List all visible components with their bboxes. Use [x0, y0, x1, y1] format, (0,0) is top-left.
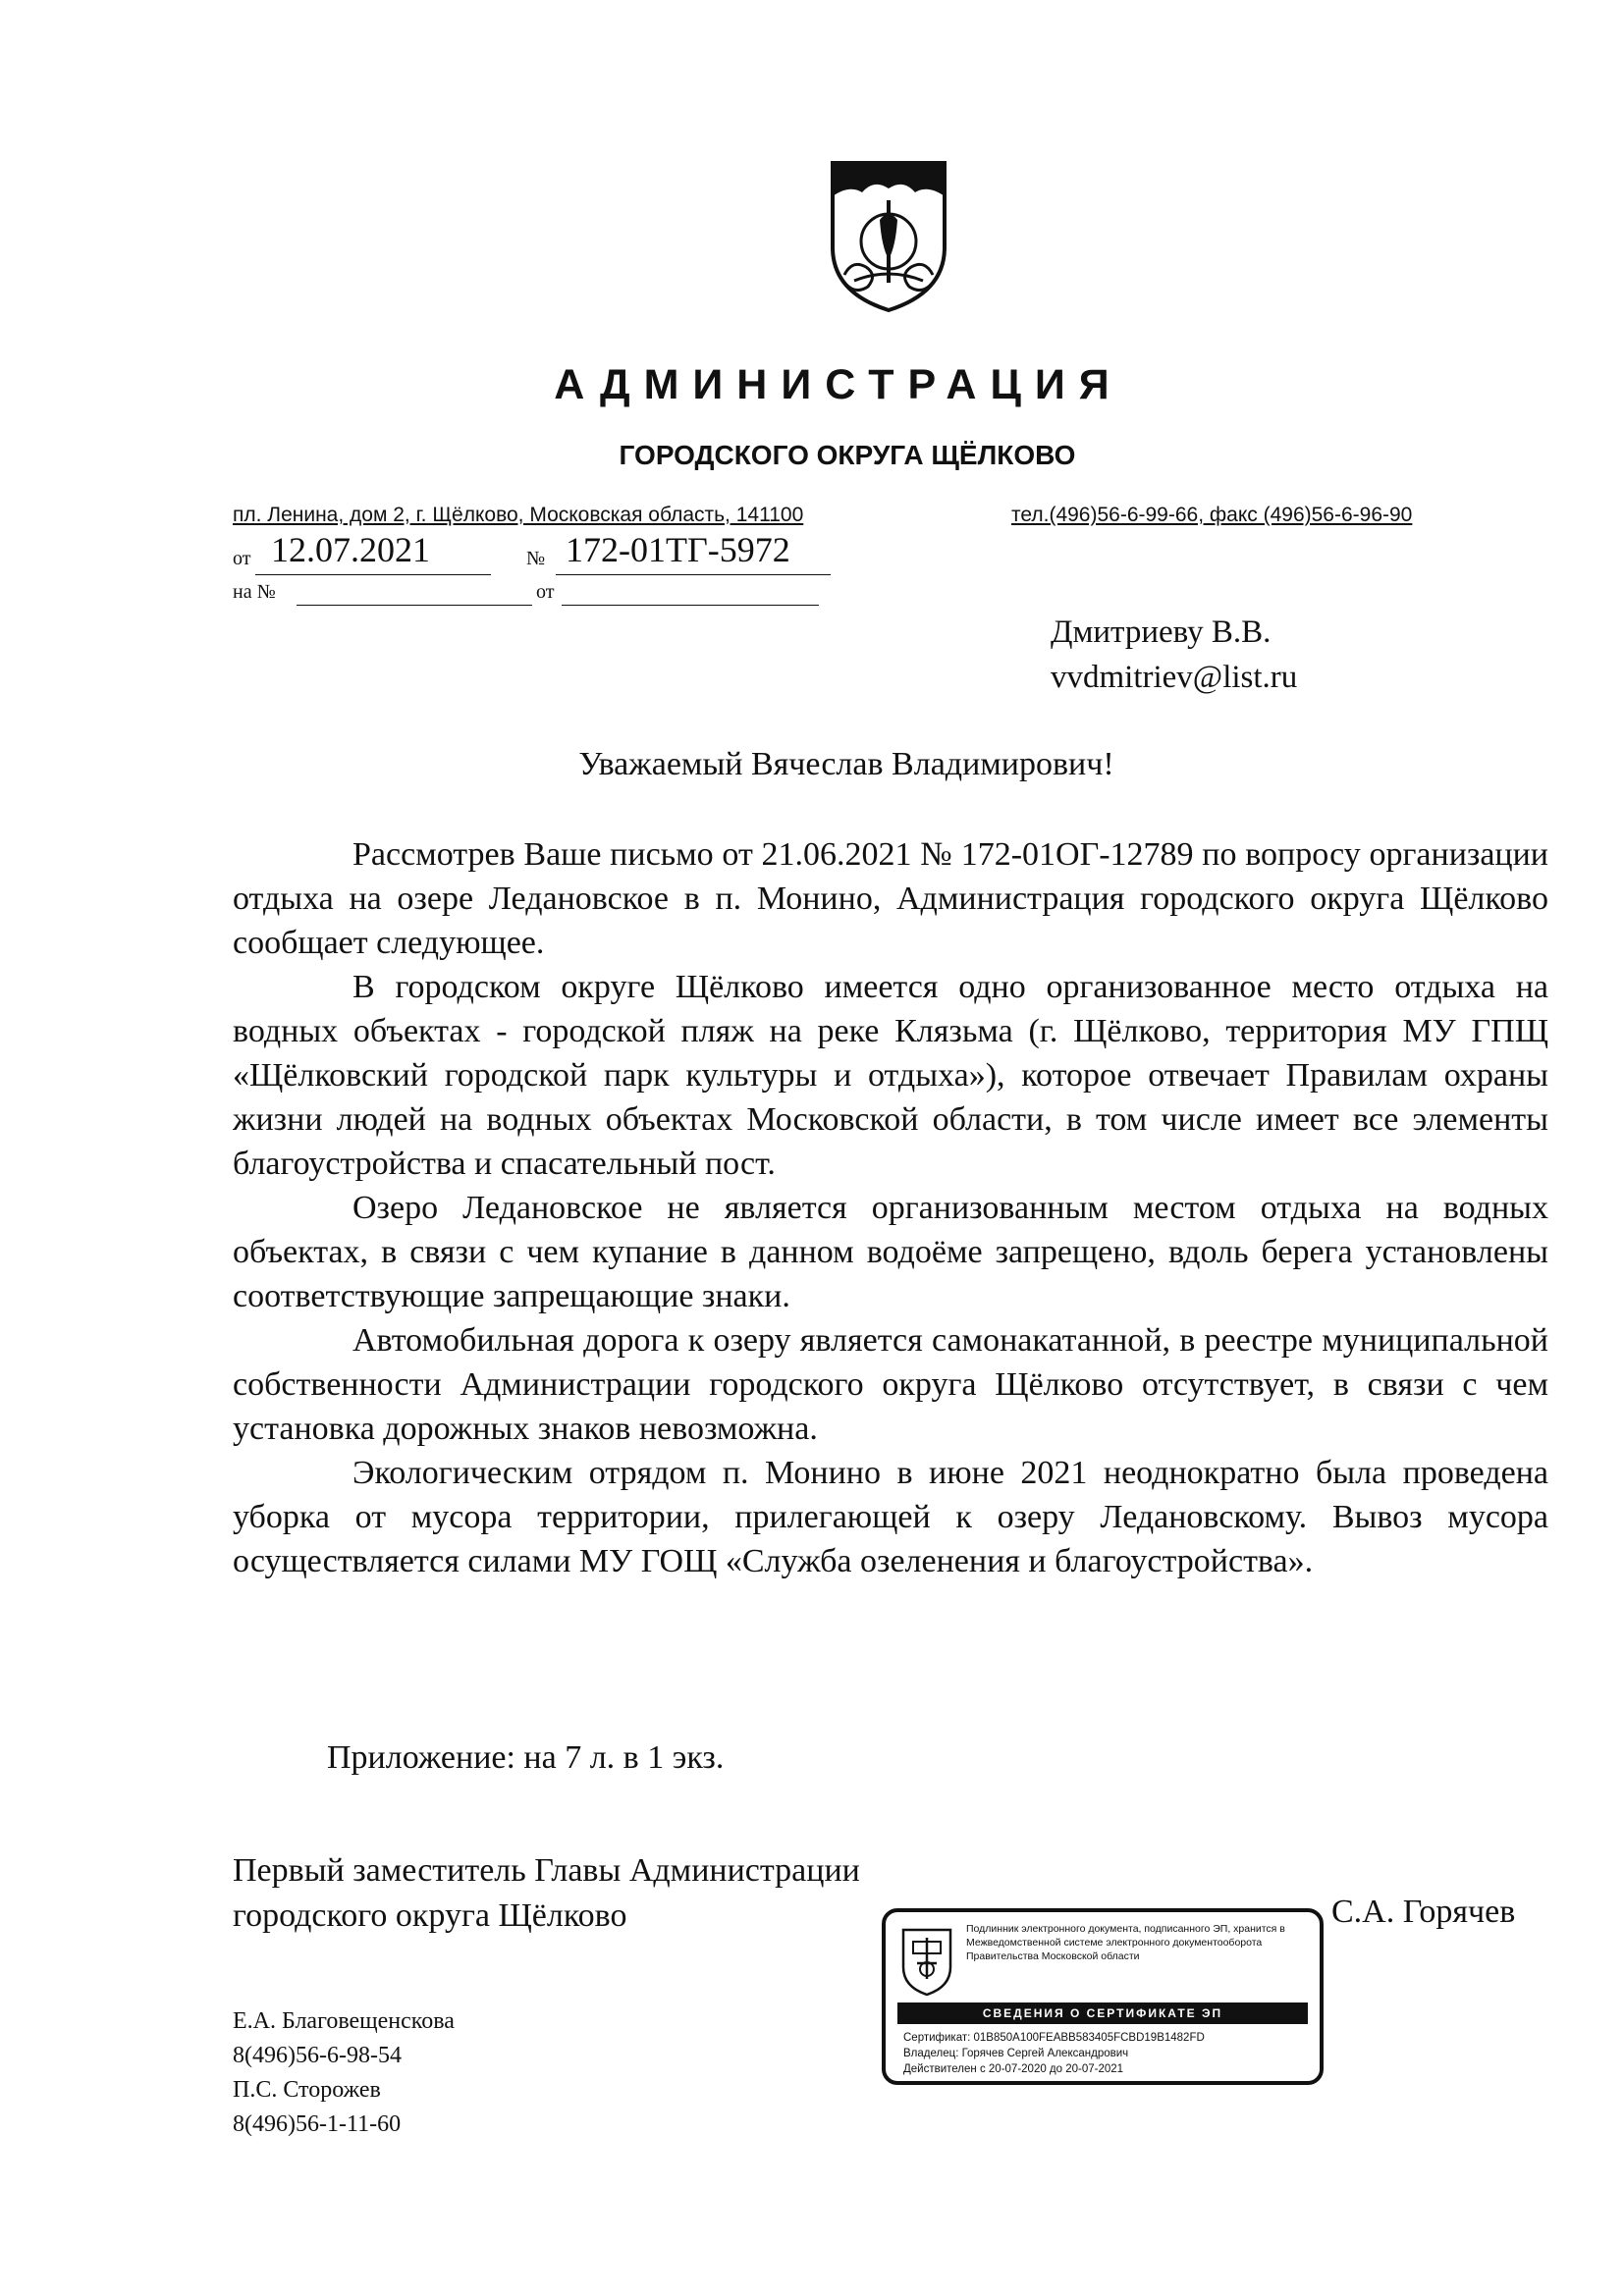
body-paragraph: Озеро Ледановское не является организованным местом отдыха на водных объектах, в связи с чем купание в данном водоёме запрещено, вдоль берега установлены соответствующие запрещающие знаки. — [233, 1190, 1548, 1314]
body-paragraph: В городском округе Щёлково имеется одно организованное место отдыха на водных объектах - городской пляж на реке Клязьма (г. Щёлково, территория МУ ГПЩ «Щёлковский городской парк культуры и отдыха»), которое отвечает Правилам охраны жизни людей на водных объектах Московской области, в том числе имеет все элементы благоустройства и спасательный пост. — [233, 969, 1548, 1182]
certificate-validity: Действителен с 20-07-2020 до 20-07-2021 — [903, 2063, 1124, 2075]
date-field — [255, 531, 491, 575]
organization-title: АДМИНИСТРАЦИЯ — [554, 361, 1123, 408]
executor-line: П.С. Сторожев — [233, 2077, 381, 2103]
number-label: № — [526, 548, 546, 569]
body-paragraph: Автомобильная дорога к озеру является самонакатанной, в реестре муниципальной собственности Администрации городского округа Щёлково отсутствует, в связи с чем установка дорожных знаков невозможна. — [233, 1322, 1548, 1447]
executor-line: 8(496)56-1-11-60 — [233, 2111, 402, 2137]
signatory-role-line: городского округа Щёлково — [233, 1897, 627, 1934]
phone-fax-line: тел.(496)56-6-99-66, факс (496)56-6-96-90 — [1011, 504, 1413, 526]
letter-body — [233, 832, 1548, 1583]
signatory-role — [233, 1848, 860, 1939]
electronic-signature-stamp — [882, 1908, 1324, 2085]
executor-line: Е.А. Благовещенскова — [233, 2008, 455, 2034]
number-field — [556, 531, 831, 575]
executors-block — [233, 2004, 455, 2142]
reply-number-label: на № — [233, 581, 276, 603]
recipient-name: Дмитриеву В.В. — [1051, 614, 1272, 650]
certificate-details — [903, 2030, 1205, 2077]
moscow-region-emblem-icon — [899, 1924, 954, 1997]
stamp-note: Подлинник электронного документа, подписанного ЭП, хранится в Межведомственной системе электронного документооборота Правительства Московской области — [966, 1923, 1285, 1962]
organization-subtitle: ГОРОДСКОГО ОКРУГА ЩЁЛКОВО — [619, 440, 1076, 470]
certificate-owner: Владелец: Горячев Сергей Александрович — [903, 2048, 1129, 2059]
number-value: 172-01ТГ-5972 — [566, 530, 790, 569]
coat-of-arms-emblem — [825, 157, 952, 314]
address-line: пл. Ленина, дом 2, г. Щёлково, Московская область, 141100 — [233, 504, 804, 526]
date-label: от — [233, 548, 251, 569]
certificate-number: Сертификат: 01B850A100FEABB583405FCBD19B1482FD — [903, 2032, 1205, 2044]
executor-line: 8(496)56-6-98-54 — [233, 2043, 402, 2068]
recipient-email: vvdmitriev@list.ru — [1051, 660, 1298, 695]
salutation: Уважаемый Вячеслав Владимирович! — [578, 746, 1114, 782]
reply-date-label: от — [536, 581, 555, 603]
body-paragraph: Экологическим отрядом п. Монино в июне 2021 неоднократно была проведена уборка от мусора территории, прилегающей к озеру Ледановскому. Вывоз мусора осуществляется силами МУ ГОЩ «Служба озеленения и благоустройства». — [233, 1455, 1548, 1579]
signatory-name: С.А. Горячев — [1331, 1894, 1516, 1930]
certificate-info-bar: СВЕДЕНИЯ О СЕРТИФИКАТЕ ЭП — [897, 2002, 1308, 2024]
date-value: 12.07.2021 — [271, 530, 430, 569]
reply-number-field — [297, 583, 532, 606]
body-paragraph: Рассмотрев Ваше письмо от 21.06.2021 № 172-01ОГ-12789 по вопросу организации отдыха на озере Ледановское в п. Монино, Администрация городского округа Щёлково сообщает следующее. — [233, 836, 1548, 961]
signatory-role-line: Первый заместитель Главы Администрации — [233, 1852, 860, 1889]
reply-date-field — [562, 583, 819, 606]
attachment-note: Приложение: на 7 л. в 1 экз. — [327, 1739, 725, 1776]
